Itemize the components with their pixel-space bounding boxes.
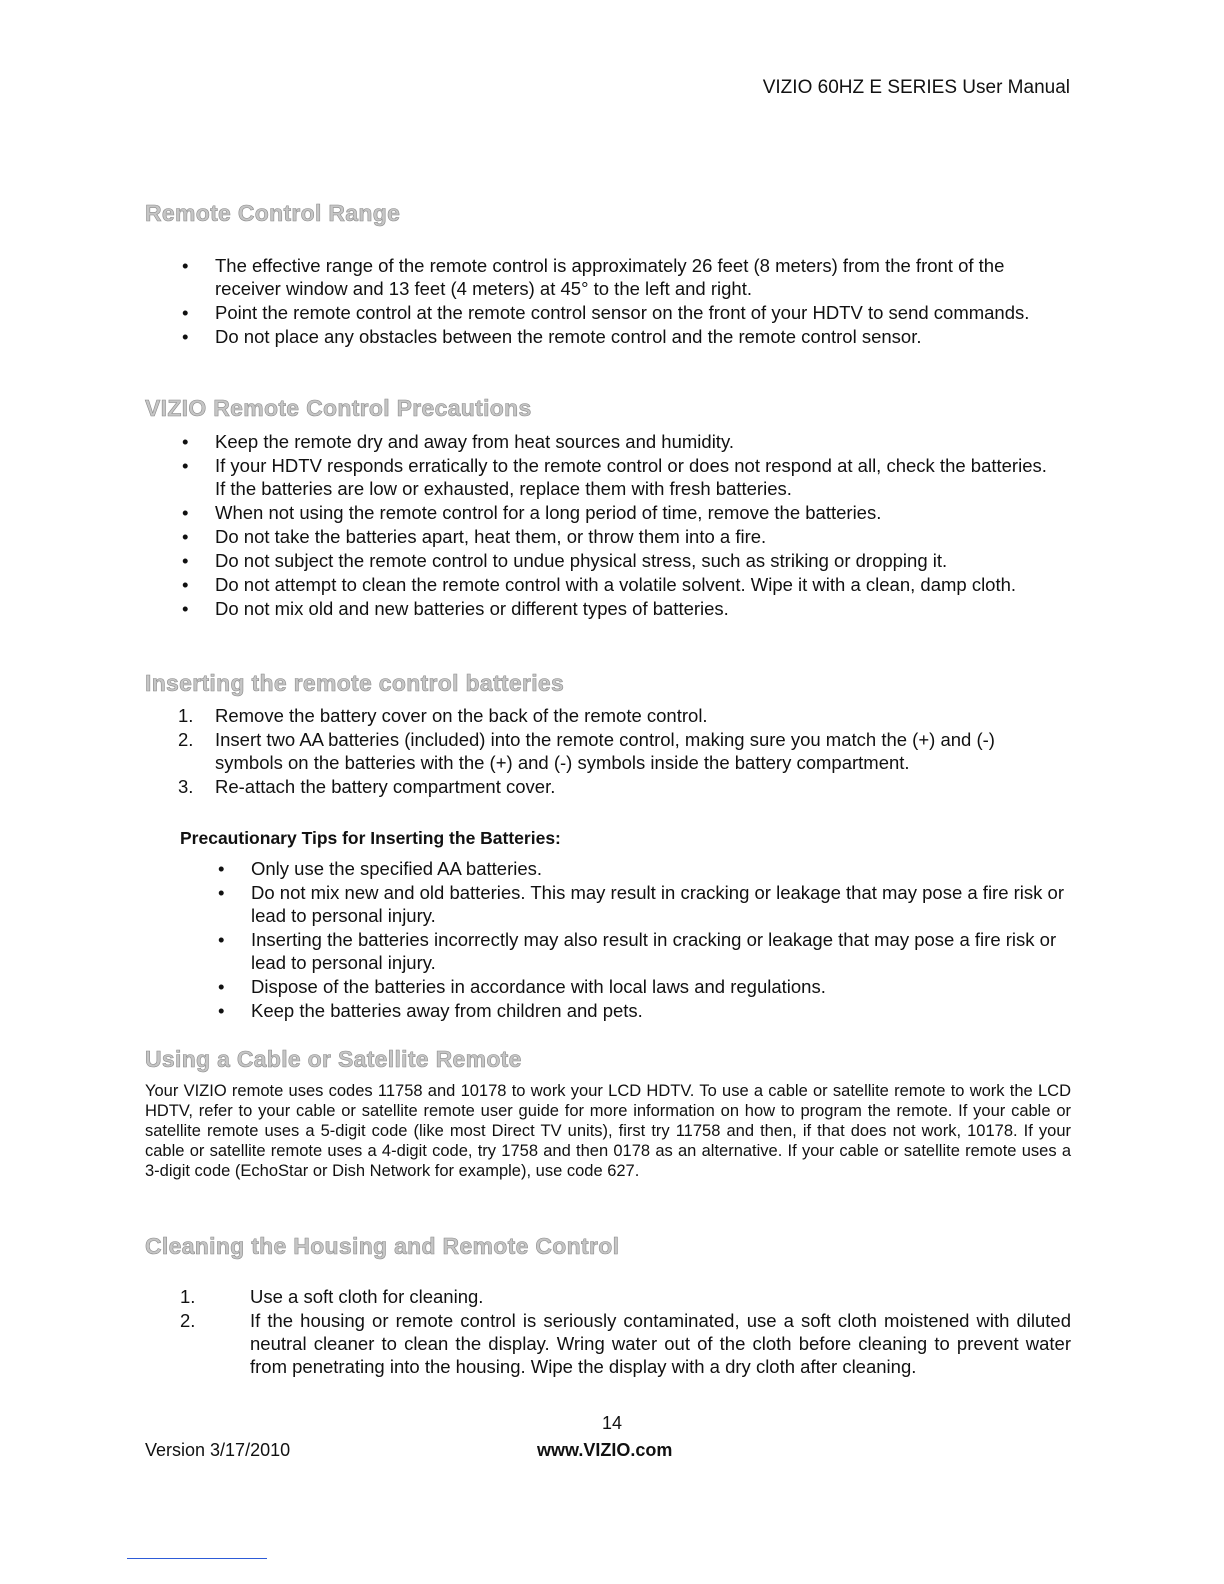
- bullet-icon: •: [182, 431, 189, 452]
- list-item: • Do not mix old and new batteries or different types of batteries.: [182, 598, 729, 619]
- list-item: • Keep the batteries away from children and pets.: [218, 1000, 643, 1021]
- list-item: 2. Insert two AA batteries (included) into the remote control, making sure you match the (+) and (-) symbols on the batteries with the (+) and (-) symbols inside the battery compartment.: [178, 729, 995, 773]
- range-list: [178, 254, 1068, 349]
- bullet-icon: •: [182, 302, 189, 323]
- cleaning-steps: [145, 1285, 1071, 1379]
- step-number: 2.: [180, 1310, 196, 1331]
- section-heading-remote-range: Remote Control Range: [145, 200, 401, 226]
- step-number: 1.: [178, 705, 194, 726]
- tips-list: [214, 857, 1074, 1023]
- list-item: • The effective range of the remote control is approximately 26 feet (8 meters) from the front of the receiver window and 13 feet (4 meters) at 45° to the left and right.: [182, 255, 1005, 299]
- step-number: 1.: [180, 1286, 196, 1307]
- bullet-icon: •: [218, 882, 225, 903]
- bullet-icon: •: [182, 598, 189, 619]
- tips-heading: Precautionary Tips for Inserting the Batteries:: [180, 828, 561, 848]
- precautions-list: [178, 430, 1048, 621]
- list-item: • Do not place any obstacles between the remote control and the remote control sensor.: [182, 326, 922, 347]
- list-item: • If your HDTV responds erratically to the remote control or does not respond at all, check the batteries. If the batteries are low or exhausted, replace them with fresh batteries.: [182, 455, 1047, 499]
- section-heading-precautions: VIZIO Remote Control Precautions: [145, 395, 532, 421]
- website-link[interactable]: www.VIZIO.com: [537, 1440, 673, 1460]
- list-item: • Point the remote control at the remote control sensor on the front of your HDTV to send commands.: [182, 302, 1030, 323]
- bullet-icon: •: [182, 550, 189, 571]
- page-number: 14: [601, 1413, 623, 1433]
- list-item: • When not using the remote control for a long period of time, remove the batteries.: [182, 502, 882, 523]
- bullet-icon: •: [218, 929, 225, 950]
- list-item: 1. Remove the battery cover on the back of the remote control.: [178, 705, 708, 726]
- bullet-icon: •: [182, 574, 189, 595]
- list-item: 1. Use a soft cloth for cleaning.: [180, 1286, 484, 1307]
- bullet-icon: •: [218, 976, 225, 997]
- list-item: • Do not mix new and old batteries. This may result in cracking or leakage that may pose a fire risk or lead to personal injury.: [218, 882, 1064, 926]
- list-item: • Do not subject the remote control to undue physical stress, such as striking or dropping it.: [182, 550, 948, 571]
- section-heading-cable-satellite: Using a Cable or Satellite Remote: [145, 1046, 522, 1072]
- bullet-icon: •: [218, 1000, 225, 1021]
- list-item: • Dispose of the batteries in accordance with local laws and regulations.: [218, 976, 826, 997]
- list-item: • Do not attempt to clean the remote control with a volatile solvent. Wipe it with a clean, damp cloth.: [182, 574, 1017, 595]
- list-item: • Only use the specified AA batteries.: [218, 858, 543, 879]
- list-item: • Inserting the batteries incorrectly may also result in cracking or leakage that may pose a fire risk or lead to personal injury.: [218, 929, 1057, 973]
- bullet-icon: •: [182, 326, 189, 347]
- divider-line: [127, 1558, 267, 1559]
- list-item: 2. If the housing or remote control is seriously contaminated, use a soft cloth moistened with diluted neutral cleaner to clean the display. Wring water out of the cloth before cleaning to prevent water from penetrating into the housing. Wipe the display with a dry cloth after cleaning.: [180, 1310, 1071, 1377]
- bullet-icon: •: [218, 858, 225, 879]
- bullet-icon: •: [182, 526, 189, 547]
- step-number: 2.: [178, 729, 194, 750]
- bullet-icon: •: [182, 255, 189, 276]
- list-item: • Keep the remote dry and away from heat sources and humidity.: [182, 431, 734, 452]
- step-number: 3.: [178, 776, 194, 797]
- list-item: • Do not take the batteries apart, heat them, or throw them into a fire.: [182, 526, 767, 547]
- section-heading-cleaning: Cleaning the Housing and Remote Control: [145, 1233, 620, 1259]
- running-header: VIZIO 60HZ E SERIES User Manual: [762, 77, 1070, 98]
- bullet-icon: •: [182, 455, 189, 476]
- version-label: Version 3/17/2010: [145, 1440, 291, 1460]
- bullet-icon: •: [182, 502, 189, 523]
- section-heading-inserting-batteries: Inserting the remote control batteries: [145, 670, 565, 696]
- inserting-steps: [178, 704, 1058, 799]
- list-item: 3. Re-attach the battery compartment cover.: [178, 776, 556, 797]
- cable-satellite-paragraph: Your VIZIO remote uses codes 11758 and 10178 to work your LCD HDTV. To use a cable or satellite remote to work the LCD HDTV, refer to your cable or satellite remote user guide for more information on how to program the remote. If your cable or satellite remote uses a 5-digit code (like most Direct TV units), first try 11758 and then, if that does not work, 10178. If your cable or satellite remote uses a 4-digit code, try 1758 and then 0178 as an alternative. If your cable or satellite remote uses a 3-digit code (EchoStar or Dish Network for example), use code 627.: [145, 1082, 1071, 1180]
